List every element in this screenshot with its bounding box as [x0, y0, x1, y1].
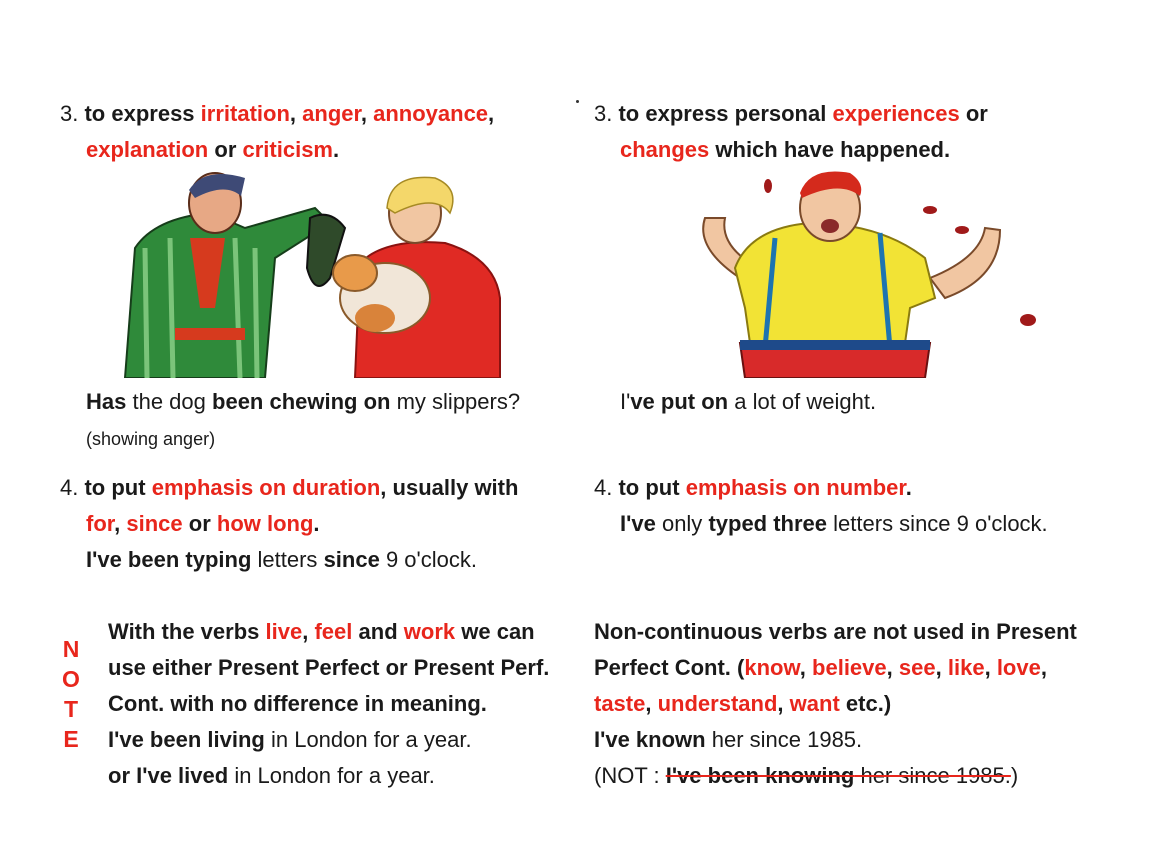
caption-showing-anger: (showing anger)	[86, 429, 216, 449]
rule-3-left-line1: 3. to express irritation, anger, annoyance,	[60, 101, 495, 126]
noncont-example: I've known her since 1985.	[594, 727, 863, 752]
rule-4-number	[594, 470, 1048, 542]
note-line3: Cont. with no difference in meaning.	[108, 691, 487, 716]
rule-3-experiences	[594, 96, 988, 168]
caption-put-on-weight: I've put on a lot of weight.	[620, 389, 877, 414]
note-vertical-label	[58, 634, 84, 754]
note-letter: O	[62, 666, 80, 692]
rule-3-irritation	[60, 96, 494, 168]
noncont-not-example: (NOT : I've been knowing her since 1985.)	[594, 763, 1019, 788]
noncont-line2: Perfect Cont. (know, believe, see, like, love,	[594, 655, 1047, 680]
illustration-angry-man-dog	[115, 168, 515, 378]
noncont-line1: Non-continuous verbs are not used in Present	[594, 619, 1077, 644]
rule-4-left-line2: for, since or how long.	[86, 511, 320, 536]
note-line1: With the verbs live, feel and work we can	[108, 619, 535, 644]
illustration-weight-gain-man	[680, 168, 1050, 378]
non-continuous-verbs	[594, 614, 1077, 794]
rule-3-right-line1: 3. to express personal experiences or	[594, 101, 988, 126]
rule-4-right-line1: 4. to put emphasis on number.	[594, 475, 912, 500]
note-line2: use either Present Perfect or Present Perf.	[108, 655, 550, 680]
rule-3-right-line2: changes which have happened.	[620, 137, 951, 162]
stray-dot	[576, 100, 579, 103]
rule-4-left-example: I've been typing letters since 9 o'clock.	[86, 547, 477, 572]
note-example1: I've been living in London for a year.	[108, 727, 472, 752]
rule-4-left-line1: 4. to put emphasis on duration, usually with	[60, 475, 519, 500]
note-letter: T	[63, 696, 79, 722]
note-letter: E	[63, 726, 79, 752]
note-letter: N	[62, 636, 80, 662]
caption-dog-slippers-line: Has the dog been chewing on my slippers?	[86, 389, 521, 414]
note-example2: or I've lived in London for a year.	[108, 763, 435, 788]
note-verbs-live-feel-work	[108, 614, 549, 794]
rule-4-duration	[60, 470, 518, 578]
noncont-line3: taste, understand, want etc.)	[594, 691, 892, 716]
rule-3-left-line2: explanation or criticism.	[86, 137, 340, 162]
caption-dog-slippers	[86, 384, 520, 454]
rule-4-right-example: I've only typed three letters since 9 o'clock.	[620, 511, 1048, 536]
